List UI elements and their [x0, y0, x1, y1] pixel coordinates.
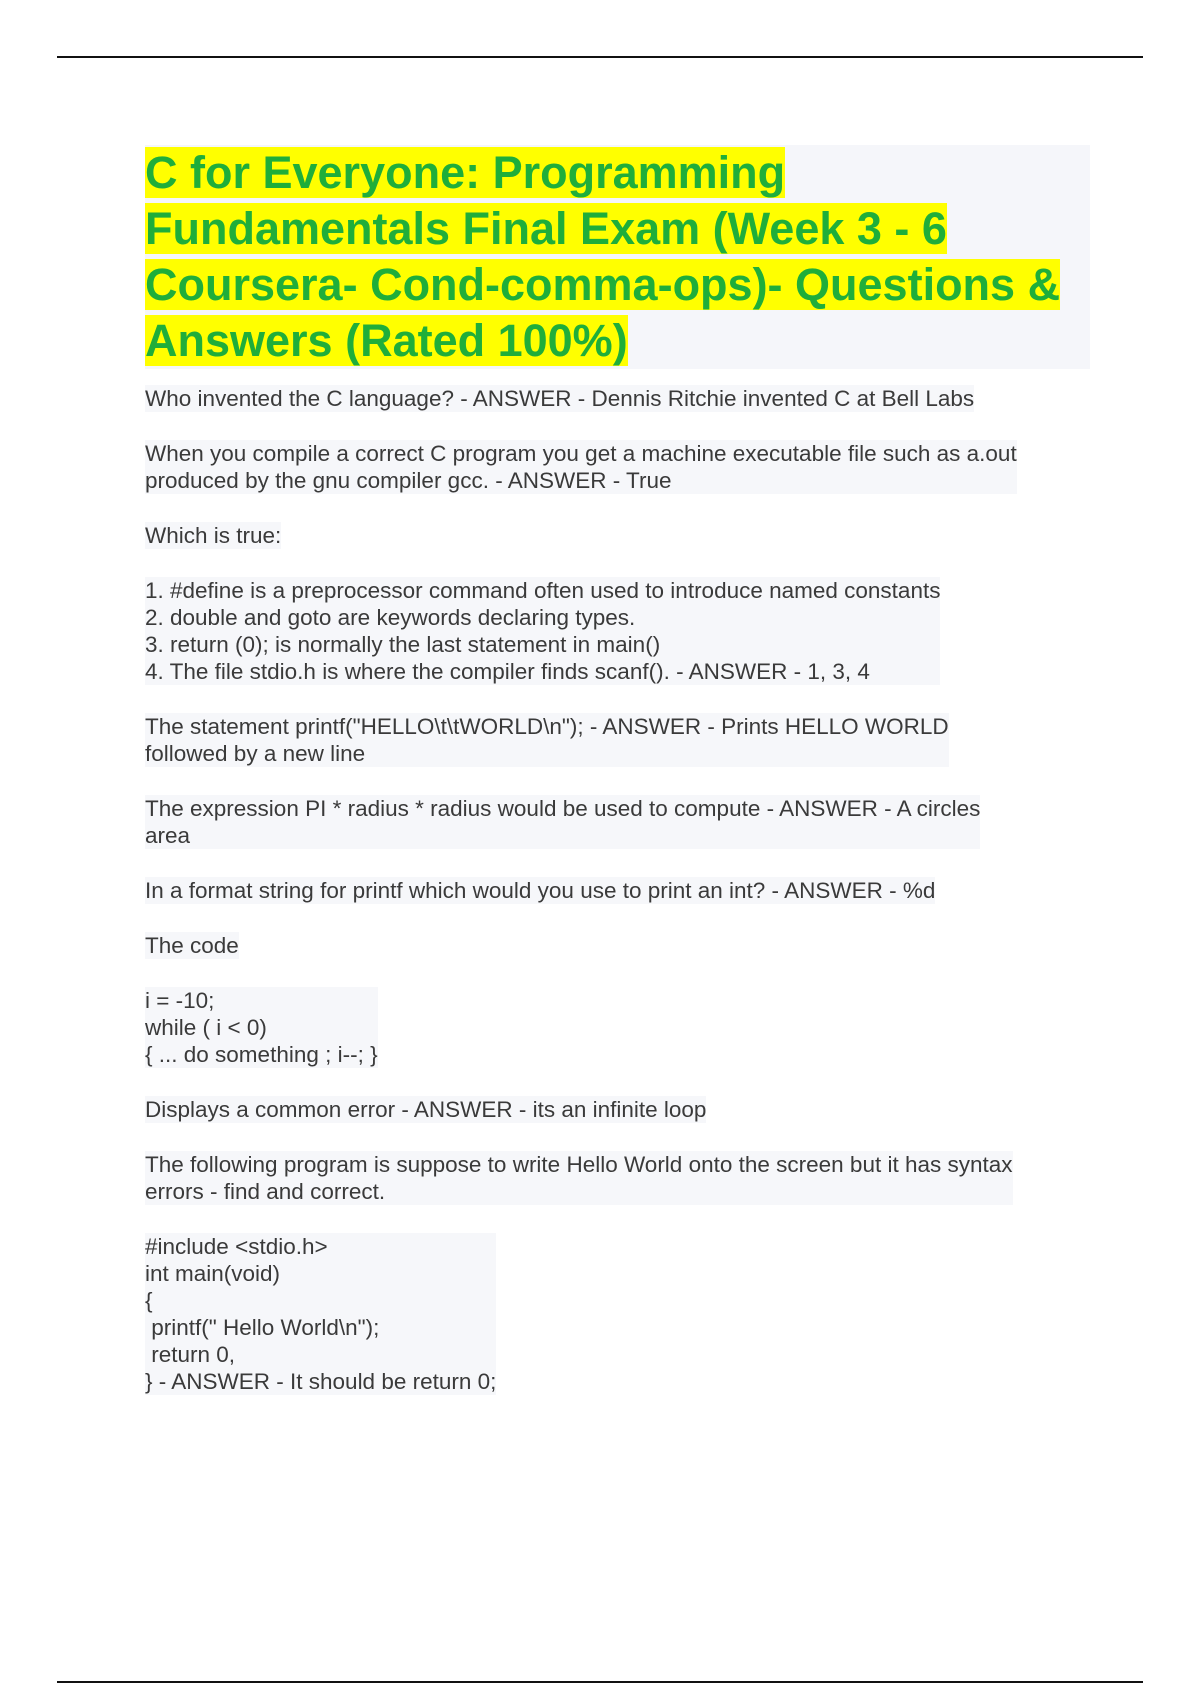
qa-block-5 [145, 713, 949, 767]
document-title: C for Everyone: Programming Fundamentals Final Exam (Week 3 - 6 Coursera- Cond-comma-ops)- Questions & Answers (Rated 100%) [145, 147, 1061, 366]
text-line: #include <stdio.h> [145, 1234, 328, 1259]
text-line: errors - find and correct. [145, 1179, 386, 1204]
text-line: Which is true: [145, 523, 282, 548]
qa-block-2 [145, 440, 1017, 494]
text-line: The following program is suppose to write Hello World onto the screen but it has syntax [145, 1152, 1013, 1177]
title-block [145, 145, 1090, 369]
text-line: 3. return (0); is normally the last statement in main() [145, 632, 661, 657]
bottom-rule [57, 1681, 1143, 1683]
text-line: The statement printf("HELLO\t\tWORLD\n"); - ANSWER - Prints HELLO WORLD [145, 714, 949, 739]
text-line: In a format string for printf which would you use to print an int? - ANSWER - %d [145, 878, 936, 903]
qa-block-12 [145, 1233, 496, 1395]
text-line: When you compile a correct C program you get a machine executable file such as a.out [145, 441, 1017, 466]
qa-block-4 [145, 577, 940, 685]
qa-block-6 [145, 795, 980, 849]
text-line: The code [145, 933, 239, 958]
text-line: } - ANSWER - It should be return 0; [145, 1369, 497, 1394]
top-rule [57, 56, 1143, 58]
text-line: int main(void) [145, 1261, 281, 1286]
text-line: The expression PI * radius * radius would be used to compute - ANSWER - A circles [145, 796, 981, 821]
qa-block-1 [145, 385, 974, 412]
text-line: Who invented the C language? - ANSWER - Dennis Ritchie invented C at Bell Labs [145, 386, 975, 411]
document-body [145, 145, 1090, 1423]
text-line: followed by a new line [145, 741, 366, 766]
text-line: produced by the gnu compiler gcc. - ANSWER - True [145, 468, 672, 493]
qa-block-11 [145, 1151, 1013, 1205]
text-line: return 0, [145, 1342, 236, 1367]
text-line: area [145, 823, 191, 848]
text-line: { [145, 1288, 153, 1313]
text-line: i = -10; [145, 988, 215, 1013]
qa-block-3 [145, 522, 281, 549]
qa-block-8 [145, 932, 239, 959]
text-line: printf(" Hello World\n"); [145, 1315, 380, 1340]
qa-block-7 [145, 877, 935, 904]
text-line: 4. The file stdio.h is where the compiler finds scanf(). - ANSWER - 1, 3, 4 [145, 659, 870, 684]
text-line: while ( i < 0) [145, 1015, 267, 1040]
text-line: 1. #define is a preprocessor command often used to introduce named constants [145, 578, 941, 603]
text-line: { ... do something ; i--; } [145, 1042, 378, 1067]
text-line: 2. double and goto are keywords declaring types. [145, 605, 636, 630]
qa-block-10 [145, 1096, 706, 1123]
text-line: Displays a common error - ANSWER - its an infinite loop [145, 1097, 707, 1122]
qa-block-9 [145, 987, 378, 1068]
